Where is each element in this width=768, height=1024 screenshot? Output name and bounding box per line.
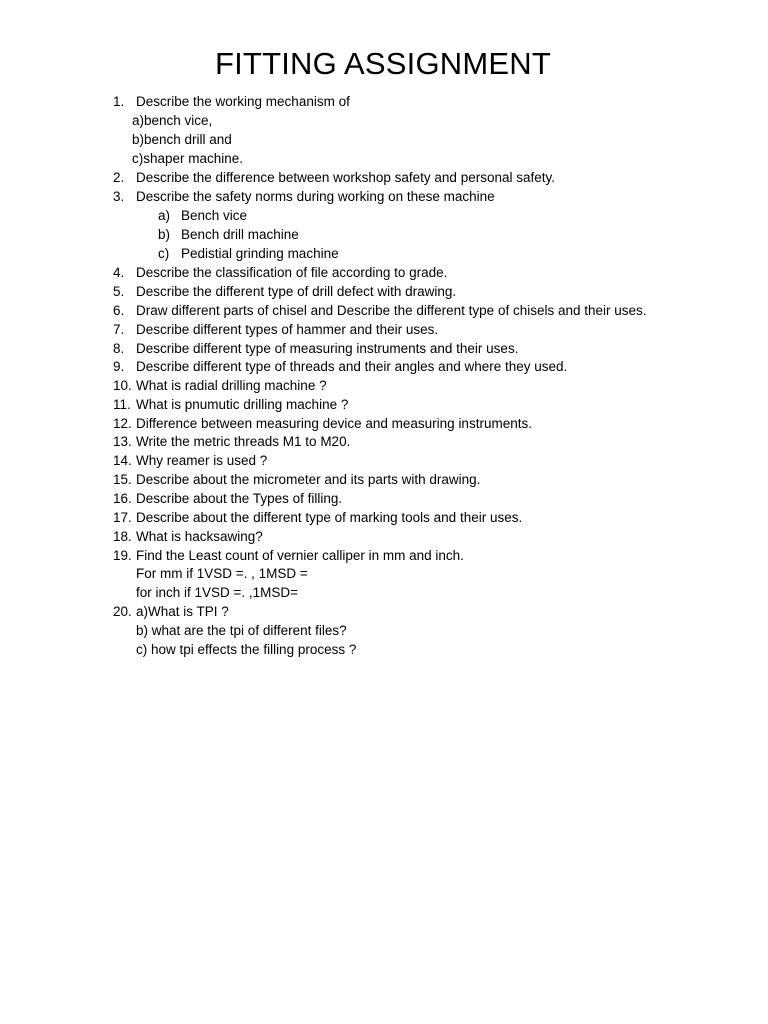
item-text: What is hacksawing? (136, 529, 263, 544)
item-text: Describe about the different type of marking tools and their uses. (136, 510, 523, 525)
item-number: 14. (113, 453, 132, 468)
item-text: Describe about the micrometer and its parts with drawing. (136, 472, 481, 487)
item-text: c)shaper machine. (132, 151, 244, 166)
item-number: 10. (113, 378, 132, 393)
item-number: 18. (113, 529, 132, 544)
item-number: b) (158, 227, 171, 242)
item-number: 9. (113, 359, 125, 374)
item-text: Bench vice (181, 208, 248, 223)
item-number: 17. (113, 510, 132, 525)
item-text: b)bench drill and (132, 132, 232, 147)
item-text: For mm if 1VSD =. , 1MSD = (136, 566, 308, 581)
page-title: FITTING ASSIGNMENT (214, 46, 551, 81)
item-number: a) (158, 208, 171, 223)
item-number: c) (158, 246, 170, 261)
item-text: Why reamer is used ? (136, 453, 268, 468)
item-number: 19. (113, 548, 132, 563)
item-text: Pedistial grinding machine (181, 246, 339, 261)
item-text: Describe the safety norms during working on these machine (136, 189, 495, 204)
item-text: Describe different type of threads and their angles and where they used. (136, 359, 568, 374)
item-text: Draw different parts of chisel and Describe the different type of chisels and their uses. (136, 303, 647, 318)
item-text: Describe the classification of file according to grade. (136, 265, 448, 280)
item-number: 13. (113, 434, 132, 449)
item-text: c) how tpi effects the filling process ? (136, 642, 357, 657)
item-text: What is pnumutic drilling machine ? (136, 397, 349, 412)
item-number: 5. (113, 284, 125, 299)
item-text: Describe different types of hammer and their uses. (136, 322, 439, 337)
item-number: 11. (113, 397, 131, 412)
item-number: 6. (113, 303, 125, 318)
item-number: 7. (113, 322, 125, 337)
item-text: Describe about the Types of filling. (136, 491, 343, 506)
item-text: Bench drill machine (181, 227, 299, 242)
item-number: 16. (113, 491, 132, 506)
item-text: Describe the difference between workshop safety and personal safety. (136, 170, 555, 185)
item-text: a)bench vice, (132, 113, 213, 128)
item-text: Find the Least count of vernier calliper in mm and inch. (136, 548, 464, 563)
item-text: Describe the different type of drill defect with drawing. (136, 284, 457, 299)
item-text: a)What is TPI ? (136, 604, 229, 619)
item-text: for inch if 1VSD =. ,1MSD= (136, 585, 299, 600)
item-text: What is radial drilling machine ? (136, 378, 327, 393)
item-text: Difference between measuring device and measuring instruments. (136, 416, 532, 431)
item-text: Write the metric threads M1 to M20. (136, 434, 351, 449)
item-number: 2. (113, 170, 125, 185)
item-number: 1. (113, 94, 125, 109)
item-number: 3. (113, 189, 125, 204)
item-number: 4. (113, 265, 125, 280)
item-number: 8. (113, 341, 125, 356)
item-number: 20. (113, 604, 132, 619)
item-text: Describe different type of measuring instruments and their uses. (136, 341, 519, 356)
item-number: 12. (113, 416, 132, 431)
item-text: b) what are the tpi of different files? (136, 623, 347, 638)
item-number: 15. (113, 472, 132, 487)
item-text: Describe the working mechanism of (136, 94, 350, 109)
